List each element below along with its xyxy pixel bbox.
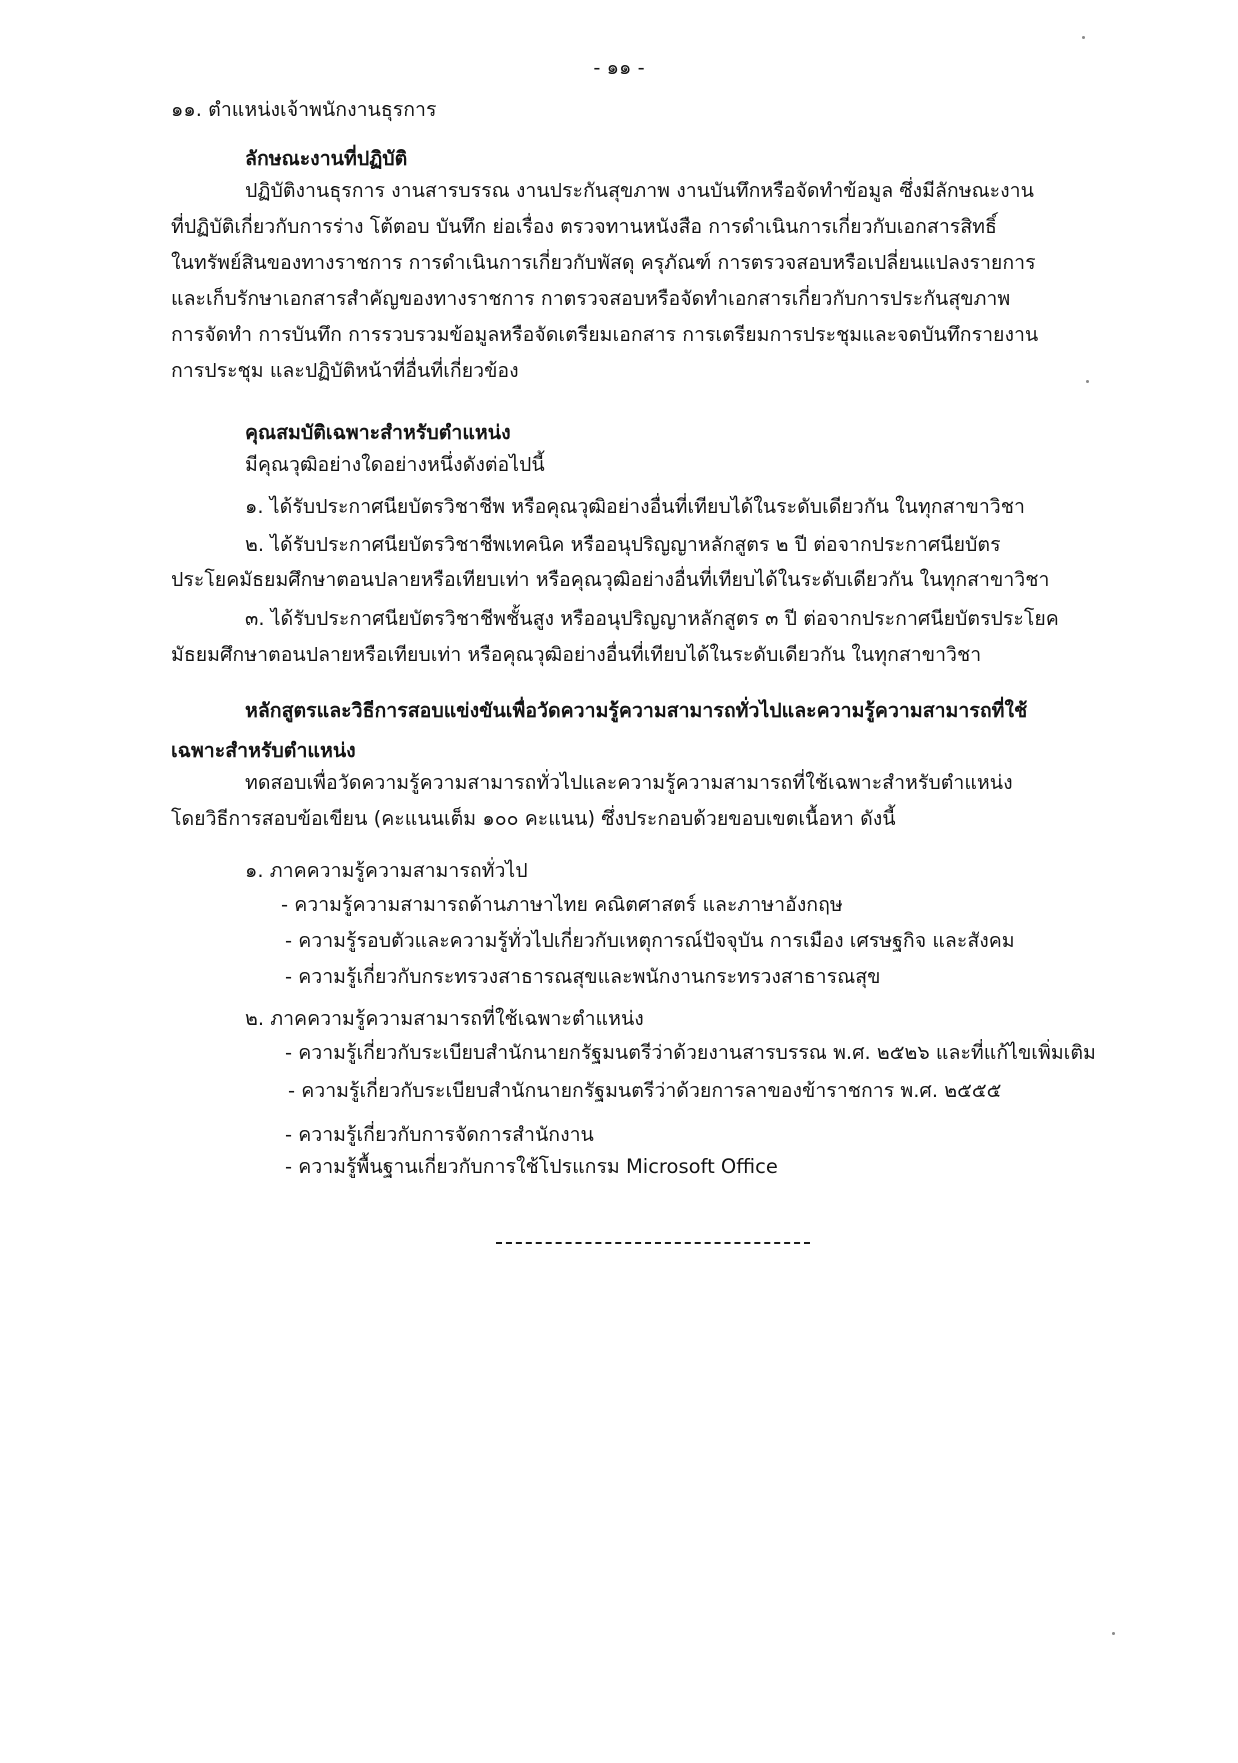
scan-speck (1086, 380, 1089, 383)
exam-part1-item: - ความรู้รอบตัวและความรู้ทั่วไปเกี่ยวกับเหตุการณ์ปัจจุบัน การเมือง เศรษฐกิจ และสังคม (285, 929, 1015, 952)
end-divider (496, 1242, 810, 1244)
exam-title: หลักสูตรและวิธีการสอบแข่งขันเพื่อวัดความรู้ความสามารถทั่วไปและความรู้ความสามารถที่ใช้ (245, 699, 1028, 722)
page-number: - ๑๑ - (593, 56, 645, 79)
exam-part2-title: ๒. ภาคความรู้ความสามารถที่ใช้เฉพาะตำแหน่ง (245, 1007, 644, 1030)
qualifications-intro: มีคุณวุฒิอย่างใดอย่างหนึ่งดังต่อไปนี้ (245, 453, 545, 476)
exam-part1-item: - ความรู้เกี่ยวกับกระทรวงสาธารณสุขและพนักงานกระทรวงสาธารณสุข (285, 965, 881, 988)
duties-line: การประชุม และปฏิบัติหน้าที่อื่นที่เกี่ยวข้อง (171, 359, 519, 382)
exam-part1-title: ๑. ภาคความรู้ความสามารถทั่วไป (245, 859, 528, 882)
scan-speck (1112, 1632, 1115, 1635)
duties-line: ปฏิบัติงานธุรการ งานสารบรรณ งานประกันสุขภาพ งานบันทึกหรือจัดทำข้อมูล ซึ่งมีลักษณะงาน (245, 179, 1034, 202)
exam-part2-item: - ความรู้พื้นฐานเกี่ยวกับการใช้โปรแกรม Microsoft Office (285, 1155, 778, 1178)
duties-line: และเก็บรักษาเอกสารสำคัญของทางราชการ กาตรวจสอบหรือจัดทำเอกสารเกี่ยวกับการประกันสุขภาพ (171, 287, 1011, 310)
exam-title: เฉพาะสำหรับตำแหน่ง (171, 739, 356, 762)
exam-part1-item: - ความรู้ความสามารถด้านภาษาไทย คณิตศาสตร์ และภาษาอังกฤษ (281, 893, 843, 916)
exam-part2-item: - ความรู้เกี่ยวกับระเบียบสำนักนายกรัฐมนตรีว่าด้วยงานสารบรรณ พ.ศ. ๒๕๒๖ และที่แก้ไขเพิ่มเติม (285, 1041, 1096, 1064)
duties-line: ในทรัพย์สินของทางราชการ การดำเนินการเกี่ยวกับพัสดุ ครุภัณฑ์ การตรวจสอบหรือเปลี่ยนแปลงรายการ (171, 251, 1036, 274)
scan-speck (1082, 36, 1085, 39)
qualification-line: ๑. ได้รับประกาศนียบัตรวิชาชีพ หรือคุณวุฒิอย่างอื่นที่เทียบได้ในระดับเดียวกัน ในทุกสาขาวิชา (245, 495, 1025, 518)
exam-intro: ทดสอบเพื่อวัดความรู้ความสามารถทั่วไปและความรู้ความสามารถที่ใช้เฉพาะสำหรับตำแหน่ง (245, 771, 1013, 794)
exam-intro: โดยวิธีการสอบข้อเขียน (คะแนนเต็ม ๑๐๐ คะแนน) ซึ่งประกอบด้วยขอบเขตเนื้อหา ดังนี้ (171, 807, 896, 830)
qualification-line: ๓. ได้รับประกาศนียบัตรวิชาชีพชั้นสูง หรืออนุปริญญาหลักสูตร ๓ ปี ต่อจากประกาศนียบัตรประโยค (245, 607, 1059, 630)
qualifications-title: คุณสมบัติเฉพาะสำหรับตำแหน่ง (245, 421, 511, 444)
qualification-line: ประโยคมัธยมศึกษาตอนปลายหรือเทียบเท่า หรือคุณวุฒิอย่างอื่นที่เทียบได้ในระดับเดียวกัน ในทุกสาขาวิชา (171, 568, 1050, 591)
duties-line: การจัดทำ การบันทึก การรวบรวมข้อมูลหรือจัดเตรียมเอกสาร การเตรียมการประชุมและจดบันทึกรายงาน (171, 323, 1039, 346)
duties-line: ที่ปฏิบัติเกี่ยวกับการร่าง โต้ตอบ บันทึก ย่อเรื่อง ตรวจทานหนังสือ การดำเนินการเกี่ยวกับเอกสารสิทธิ์ (171, 215, 997, 238)
exam-part2-item: - ความรู้เกี่ยวกับระเบียบสำนักนายกรัฐมนตรีว่าด้วยการลาของข้าราชการ พ.ศ. ๒๕๕๕ (288, 1079, 1002, 1102)
qualification-line: ๒. ได้รับประกาศนียบัตรวิชาชีพเทคนิค หรืออนุปริญญาหลักสูตร ๒ ปี ต่อจากประกาศนียบัตร (245, 533, 1001, 556)
exam-part2-item: - ความรู้เกี่ยวกับการจัดการสำนักงาน (285, 1123, 594, 1146)
qualification-line: มัธยมศึกษาตอนปลายหรือเทียบเท่า หรือคุณวุฒิอย่างอื่นที่เทียบได้ในระดับเดียวกัน ในทุกสาขาวิชา (171, 643, 982, 666)
duties-title: ลักษณะงานที่ปฏิบัติ (245, 147, 408, 170)
section-heading: ๑๑. ตำแหน่งเจ้าพนักงานธุรการ (171, 98, 437, 121)
